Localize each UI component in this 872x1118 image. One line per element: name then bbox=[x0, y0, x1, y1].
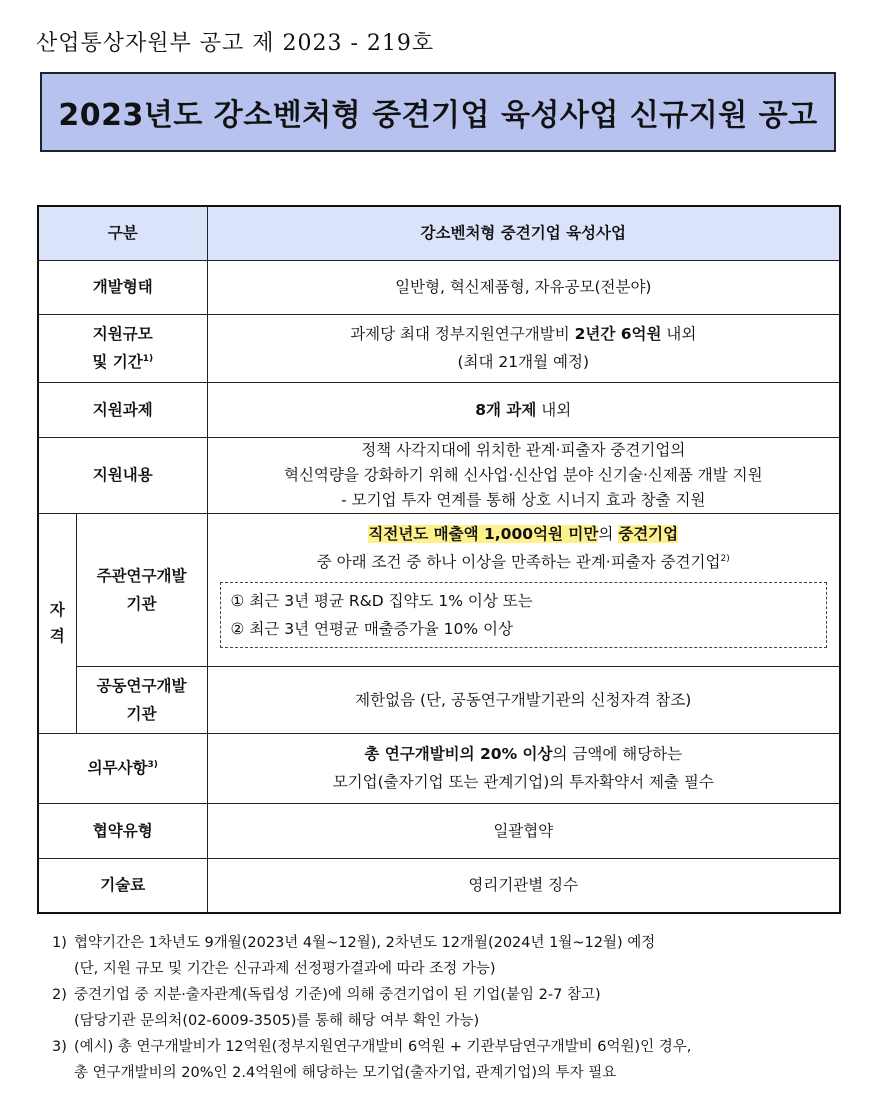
condition-1: ① 최근 3년 평균 R&D 집약도 1% 이상 또는 bbox=[230, 591, 533, 610]
table-row bbox=[38, 733, 840, 803]
header-program: 강소벤처형 중견기업 육성사업 bbox=[207, 206, 840, 260]
footnote-2: 2) 중견기업 중 지분·출자관계(독립성 기준)에 의해 중견기업이 된 기업(붙임 2-7 참고) (담당기관 문의처(02-6009-3505)를 통해 해당 여부 확인 가능) bbox=[52, 987, 601, 1029]
table-row bbox=[38, 437, 840, 513]
joint-org-label: 공동연구개발 기관 bbox=[76, 666, 207, 733]
table-row bbox=[38, 858, 840, 913]
footnote-1: 1) 협약기간은 1차년도 9개월(2023년 4월~12월), 2차년도 12개월(2024년 1월~12월) 예정 (단, 지원 규모 및 기간은 신규과제 선정평가결과에 따라 조정 가능) bbox=[52, 935, 656, 977]
scale-label-line1: 지원규모 bbox=[92, 325, 153, 343]
tasks-label: 지원과제 bbox=[38, 382, 207, 437]
agreement-value: 일괄협약 bbox=[207, 803, 840, 858]
highlight-midsize: 중견기업 bbox=[618, 524, 679, 543]
obligation-label: 의무사항$^{3)}$ bbox=[38, 733, 207, 803]
scale-label-line2: 및 기간$^{1)}$ bbox=[92, 353, 154, 371]
table-row bbox=[38, 314, 840, 382]
scale-value: 과제당 최대 정부지원연구개발비 2년간 6억원 내외 (최대 21개월 예정) bbox=[207, 314, 840, 382]
highlight-revenue: 직전년도 매출액 1,000억원 미만 bbox=[368, 524, 599, 543]
table-row bbox=[38, 666, 840, 733]
table-header-row bbox=[38, 206, 840, 260]
lead-org-value: 직전년도 매출액 1,000억원 미만의 중견기업 중 아래 조건 중 하나 이상을 만족하는 관계·피출자 중견기업$^{2)}$ ① 최근 3년 평균 R&D 집약도 1% 이상 또는 ② 최근 3년 연평균 매출증가율 10% 이상 bbox=[207, 513, 840, 666]
lead-org-label: 주관연구개발 기관 bbox=[76, 513, 207, 666]
agreement-label: 협약유형 bbox=[38, 803, 207, 858]
eligibility-group-label: 자격 bbox=[38, 513, 76, 733]
fee-label: 기술료 bbox=[38, 858, 207, 913]
title-banner bbox=[40, 72, 836, 152]
fee-value: 영리기관별 징수 bbox=[207, 858, 840, 913]
scale-label bbox=[38, 314, 207, 382]
condition-2: ② 최근 3년 연평균 매출증가율 10% 이상 bbox=[230, 619, 513, 638]
notice-number: 산업통상자원부 공고 제 2023 - 219호 bbox=[36, 31, 435, 56]
footnote-ref: 2) bbox=[720, 553, 730, 564]
scale-value-line2: (최대 21개월 예정) bbox=[457, 353, 590, 371]
footnotes bbox=[52, 930, 842, 1086]
footnote-3: 3) (예시) 총 연구개발비가 12억원(정부지원연구개발비 6억원 + 기관부담연구개발비 6억원)인 경우, 총 연구개발비의 20%인 2.4억원에 해당하는 모기업(출자기업, 관계기업)의 투자 필요 bbox=[52, 1039, 692, 1081]
tasks-value: 8개 과제 내외 bbox=[207, 382, 840, 437]
footnote-ref: 3) bbox=[147, 759, 158, 770]
content-label: 지원내용 bbox=[38, 437, 207, 513]
table-row bbox=[38, 803, 840, 858]
table-row bbox=[38, 260, 840, 314]
dev-type-value: 일반형, 혁신제품형, 자유공모(전분야) bbox=[207, 260, 840, 314]
footnote-ref: 1) bbox=[142, 353, 154, 364]
content-value: 정책 사각지대에 위치한 관계·피출자 중견기업의 혁신역량을 강화하기 위해 신사업·신산업 분야 신기술·신제품 개발 지원 - 모기업 투자 연계를 통해 상호 시너지 효과 창출 지원 bbox=[207, 437, 840, 513]
dev-type-label: 개발형태 bbox=[38, 260, 207, 314]
conditions-box bbox=[220, 582, 828, 648]
table-row bbox=[38, 513, 840, 666]
announcement-table bbox=[37, 205, 841, 914]
obligation-value: 총 연구개발비의 20% 이상의 금액에 해당하는 모기업(출자기업 또는 관계기업)의 투자확약서 제출 필수 bbox=[207, 733, 840, 803]
joint-org-value: 제한없음 (단, 공동연구개발기관의 신청자격 참조) bbox=[207, 666, 840, 733]
header-category: 구분 bbox=[38, 206, 207, 260]
table-row bbox=[38, 382, 840, 437]
page-title: 2023년도 강소벤처형 중견기업 육성사업 신규지원 공고 bbox=[58, 98, 818, 133]
